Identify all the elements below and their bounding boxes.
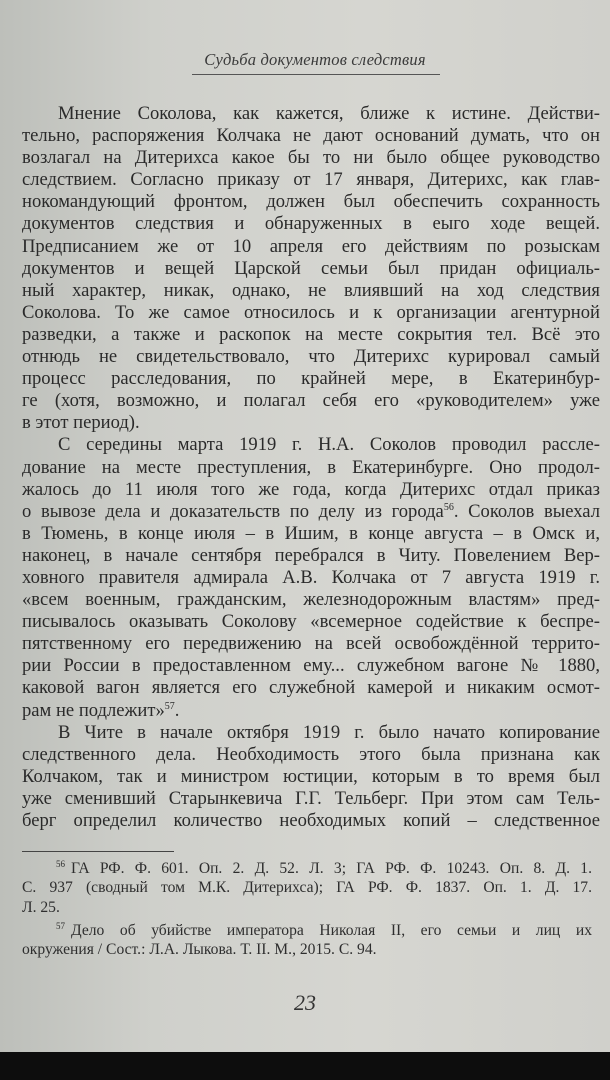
text-line: [22, 700, 600, 722]
text-line: документов следствия и обнаруженных в еыго ходе вещей.: [22, 213, 600, 235]
page-number: 23: [294, 990, 316, 1015]
text-fragment: Дело об убийстве императора Николая II, его семьи и лиц их: [71, 921, 592, 939]
text-line: нокомандующий фронтом, должен был обеспечить сохранность: [22, 191, 600, 213]
text-line: наконец, в начале сентября перебрался в Читу. Повелением Вер-: [22, 544, 600, 566]
page-bottom-edge: [0, 1052, 610, 1080]
footnote-mark: 56: [56, 859, 65, 869]
footnote-line: [22, 921, 592, 940]
text-line: отнюдь не свидетельствовало, что Дитерихс курировал самый: [22, 346, 600, 368]
footnote-rule: [22, 851, 174, 852]
footnote-line: [22, 859, 592, 878]
text-line: каковой вагон является его служебной камерой и никаким осмот-: [22, 677, 600, 699]
body-text: [22, 103, 600, 832]
text-line: документов и вещей Царской семьи был придан официаль-: [22, 257, 600, 279]
text-line: рии России в предоставленном ему... служебном вагоне № 1880,: [22, 655, 600, 677]
text-fragment: о вывозе дела и доказательств по делу из города: [22, 500, 444, 522]
text-line: С середины марта 1919 г. Н.А. Соколов проводил рассле-: [58, 434, 600, 456]
text-line: Колчаком, так и министром юстиции, которым в то время был: [22, 765, 600, 787]
text-line: разведки, а также и раскопок на месте сокрытия тел. Всё это: [22, 323, 600, 345]
text-line: процесс расследования, по крайней мере, в Екатеринбур-: [22, 368, 600, 390]
footnote-ref-57[interactable]: 57: [164, 700, 175, 712]
text-fragment: .: [174, 699, 180, 721]
text-line: возлагал на Дитерихса какое бы то ни было общее руководство: [22, 147, 600, 169]
text-line: ховного правителя адмирала А.В. Колчака от 7 августа 1919 г.: [22, 566, 600, 588]
text-line: В Чите в начале октября 1919 г. было начато копирование: [58, 721, 600, 743]
text-line: писывалось оказывать Соколову «всемерное содействие к беспре-: [22, 611, 600, 633]
text-line: ге (хотя, возможно, и полагал себя его «руководителем» уже: [22, 390, 600, 412]
footnote-line: окружения / Сост.: Л.А. Лыкова. Т. II. М., 2015. С. 94.: [22, 941, 377, 959]
text-line: жалось до 11 июля того же года, когда Дитерихс отдал приказ: [22, 478, 600, 500]
text-line: [22, 501, 600, 523]
paragraph-2: [22, 434, 600, 721]
text-fragment: рам не подлежит»: [22, 699, 165, 721]
text-line: берг определил количество необходимых копий – следственное: [22, 810, 600, 831]
footnote-56: [22, 859, 592, 917]
text-fragment: . Соколов выехал: [453, 500, 600, 522]
text-line: ный характер, никак, однако, не влиявший на ход следствия: [22, 279, 600, 301]
text-line: уже сменивший Старынкевича Г.Г. Тельберг. При этом сам Тель-: [22, 787, 600, 809]
paragraph-3: [22, 722, 600, 832]
text-fragment: ГА РФ. Ф. 601. Оп. 2. Д. 52. Л. 3; ГА РФ. Ф. 10243. Оп. 8. Д. 1.: [71, 860, 592, 877]
footnote-ref-56[interactable]: 56: [443, 501, 454, 513]
footnote-line: Л. 25.: [22, 898, 60, 916]
text-line: Мнение Соколова, как кажется, ближе к истине. Действи-: [58, 103, 600, 124]
text-line: Предписанием же от 10 апреля его действиям по розыскам: [22, 235, 600, 257]
paragraph-1: [22, 103, 600, 434]
footnote-mark: 57: [56, 920, 65, 931]
running-head: Судьба документов следствия: [204, 50, 426, 69]
text-line: пятственному его передвижению на всей освобождённой террито-: [22, 633, 600, 655]
text-line: дование на месте преступления, в Екатеринбурге. Оно продол-: [22, 456, 600, 478]
text-line: в Тюмень, в конце июля – в Ишим, в конце августа – в Омск и,: [22, 522, 600, 544]
text-line: тельно, распоряжения Колчака не дают оснований думать, что он: [22, 125, 600, 147]
text-line: Соколова. То же самое относилось и к организации агентурной: [22, 301, 600, 323]
running-head-rule: [192, 74, 440, 75]
footnote-line: С. 937 (сводный том М.К. Дитерихса); ГА РФ. Ф. 1837. Оп. 1. Д. 17.: [22, 879, 592, 897]
text-line: в этот период).: [22, 412, 140, 434]
text-line: следственного дела. Необходимость этого была признана как: [22, 743, 600, 765]
footnote-57: [22, 921, 592, 960]
text-line: «всем военным, гражданским, железнодорожным властям» пред-: [22, 589, 600, 611]
footnotes: [22, 859, 592, 963]
text-line: следствием. Согласно приказу от 17 января, Дитерихс, как глав-: [22, 169, 600, 191]
